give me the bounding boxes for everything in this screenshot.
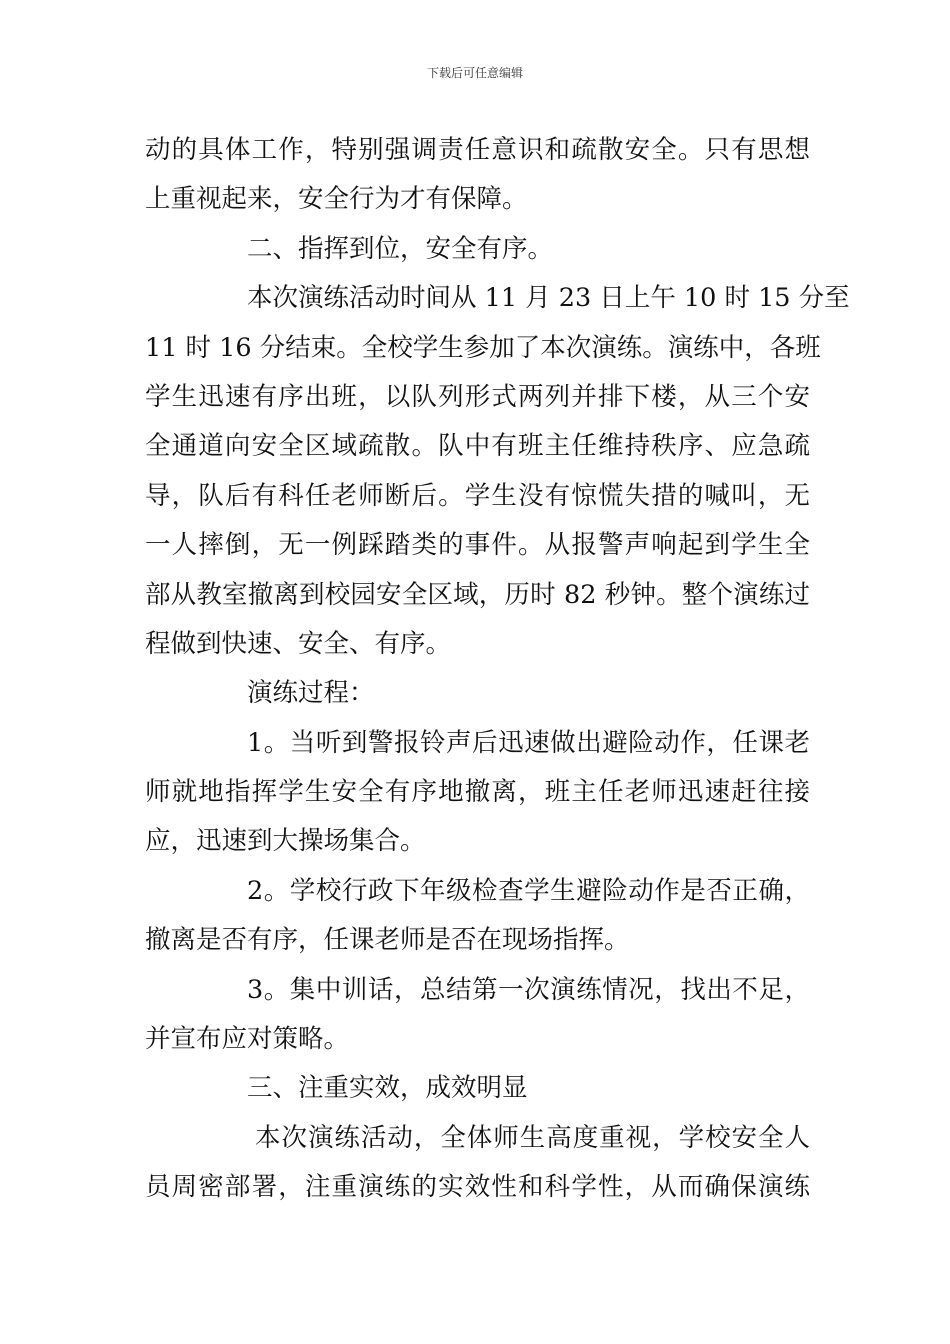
paragraph-line: 员周密部署，注重演练的实效性和科学性，从而确保演练 [145,1172,810,1203]
paragraph-line: 导，队后有科任老师断后。学生没有惊慌失措的喊叫，无 [145,480,810,511]
paragraph-line: 动的具体工作，特别强调责任意识和疏散安全。只有思想 [145,135,810,165]
document-body [145,126,850,1213]
list-item-line: 并宣布应对策略。 [145,1024,350,1055]
list-item-line: 1。当听到警报铃声后迅速做出避险动作，任课老 [247,727,810,758]
paragraph-line: 全通道向安全区域疏散。队中有班主任维持秩序、应急疏 [145,431,810,462]
paragraph-line: 本次演练活动，全体师生高度重视，学校安全人 [255,1122,810,1153]
paragraph-line: 部从教室撤离到校园安全区域，历时 82 秒钟。整个演练过 [145,579,810,610]
section-heading: 二、指挥到位，安全有序。 [247,233,554,264]
list-item-line: 2。学校行政下年级检查学生避险动作是否正确， [247,875,810,906]
paragraph-line: 本次演练活动时间从 11 月 23 日上午 10 时 15 分至 [247,283,850,314]
paragraph-line: 一人摔倒，无一例踩踏类的事件。从报警声响起到学生全 [145,530,810,561]
list-item-line: 师就地指挥学生安全有序地撤离，班主任老师迅速赶往接 [145,777,810,808]
paragraph-line: 学生迅速有序出班，以队列形式两列并排下楼，从三个安 [145,381,810,412]
paragraph-line: 程做到快速、安全、有序。 [145,628,452,659]
paragraph-line: 11 时 16 分结束。全校学生参加了本次演练。演练中，各班 [145,332,821,363]
section-heading: 三、注重实效，成效明显 [247,1073,528,1104]
paragraph-line: 上重视起来，安全行为才有保障。 [145,184,528,215]
list-item-line: 撤离是否有序，任课老师是否在现场指挥。 [145,925,630,956]
list-item-line: 3。集中训话，总结第一次演练情况，找出不足， [247,974,810,1005]
list-item-line: 应，迅速到大操场集合。 [145,826,426,857]
section-heading: 演练过程： [247,678,375,709]
page-header: 下载后可任意编辑 [426,66,523,80]
